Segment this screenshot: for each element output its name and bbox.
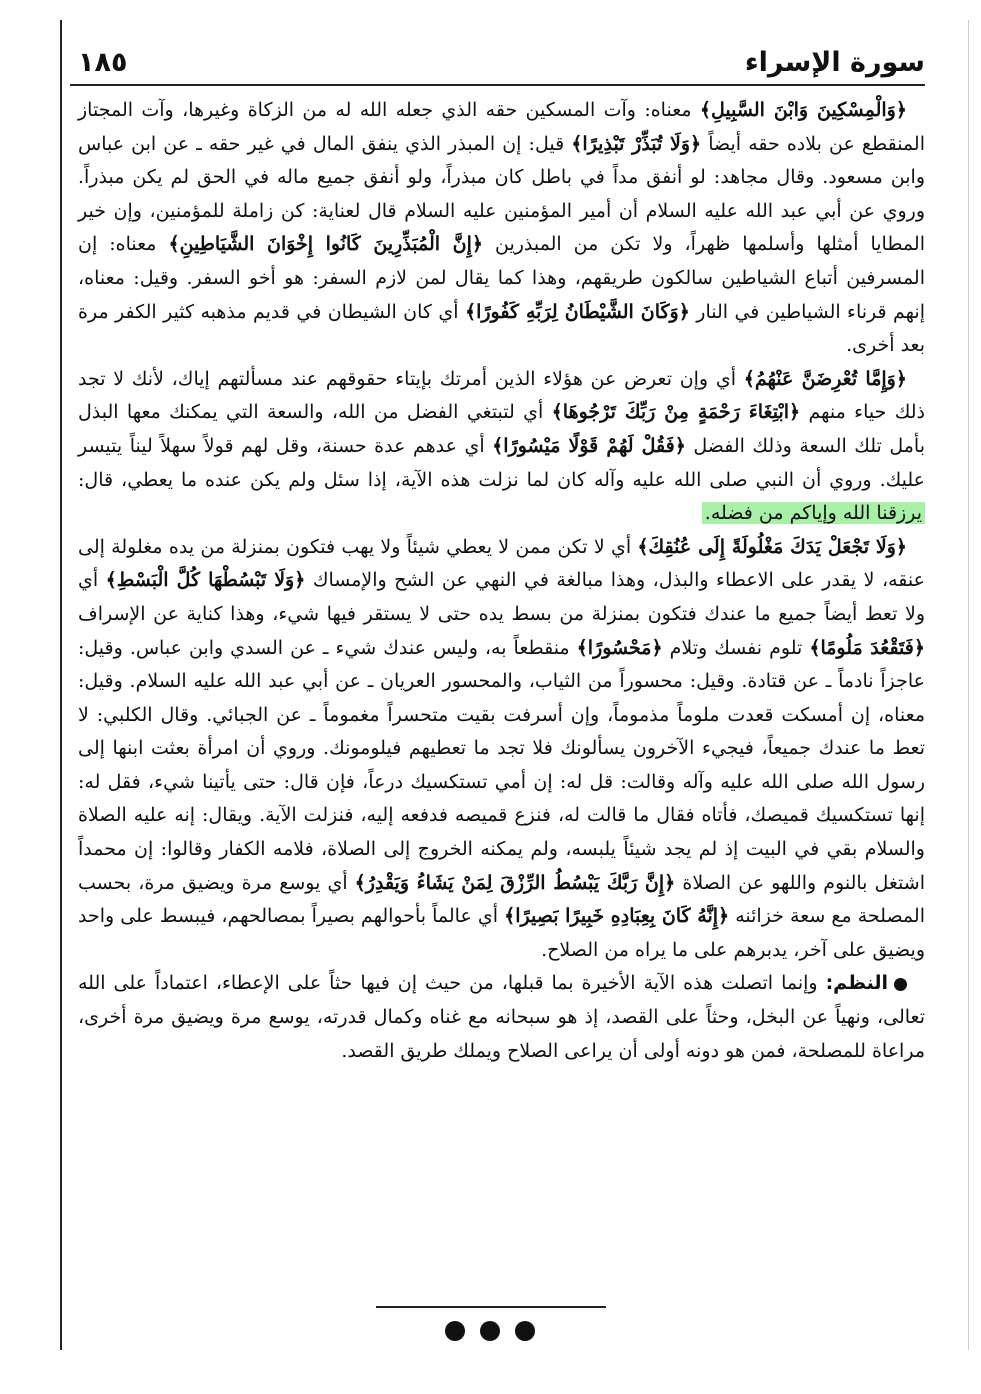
nazm-text: وإنما اتصلت هذه الآية الأخيرة بما قبلها، من حيث إن فيها حثاً على الإعطاء، اعتماداً على الله تعالى، ونهياً عن البخل، وحثاً على القصد، إذ هو سبحانه مع غناه وكمال قدرته، يوسع مرة ويضيق مرة أخرى، مراعاة للمصلحة، فمن هو دونه أولى أن يراعى الصلاح ويملك طريق القصد. — [78, 972, 925, 1062]
end-separator-rule — [376, 1306, 606, 1308]
commentary-text: قيل: إن المبذر الذي ينفق المال في غير حقه ـ عن ابن عباس وابن مسعود. وقال مجاهد: لو أنفق مداً في باطل كان مبذراً، ولو أنفق جميع ماله في الحق لم يكن مبذراً. وروي عن أبي عبد الله عليه السلام أن أمير المؤمنين عليه السلام قال لعناية: كن زاملة للمؤمنين، وإن خير المطايا أمثلها وأسلمها ظهراً، ولا تكن من المبذرين — [78, 132, 925, 256]
commentary-text: أي وإن تعرض عن هؤلاء الذين أمرتك بإيتاء حقوقهم عند مسألتهم إياك، لأنك لا تجد ذلك حياء منهم — [78, 367, 925, 424]
quran-quote: ﴿فَقُلْ لَهُمْ قَوْلًا مَيْسُورًا﴾ — [492, 434, 686, 457]
bullet-icon — [894, 978, 907, 991]
commentary-text: تلوم نفسك وتلام — [662, 636, 810, 659]
commentary-text: أي عدهم عدة حسنة، وقل لهم قولاً سهلاً ليناً يتيسر عليك. وروي أن النبي صلى الله عليه وآله كان لما نزلت هذه الآية، إذا سئل ولم يكن عنده ما يعطي، قال: — [78, 434, 925, 491]
quran-quote: ﴿وَالْمِسْكِينَ وَابْنَ السَّبِيلِ﴾ — [699, 99, 907, 121]
left-margin-rule — [60, 20, 62, 1350]
quran-quote: ﴿وَلَا تَبْسُطْهَا كُلَّ الْبَسْطِ﴾ — [105, 569, 306, 592]
commentary-text: أي لا تكن ممن لا يعطي شيئاً ولا يهب فتكون بمنزلة من يده مغلولة إلى عنقه، لا يقدر على الاعطاء والبذل، وهذا مبالغة في النهي عن الشح والإمساك — [78, 535, 925, 592]
commentary-text: أي ولا تعط أيضاً جميع ما عندك فتكون بمنزلة من بسط يده حتى لا يستقر فيها شيء، وهذا كناية عن الإسراف — [78, 569, 925, 625]
ornament-dot-icon — [480, 1321, 500, 1341]
right-page-edge — [968, 20, 969, 1350]
commentary-text: معناه: إن المسرفين أتباع الشياطين سالكون طريقهم، وهذا كما يقال لمن لازم السفر: هو أخو السفر. وقيل: معناه، إنهم قرناء الشياطين في النار — [78, 233, 925, 323]
commentary-text: أي كان الشيطان في قديم مذهبه كثير الكفر مرة بعد أخرى. — [78, 300, 925, 357]
quran-quote: ﴿وَكَانَ الشَّيْطَانُ لِرَبِّهِ كَفُورًا﴾ — [464, 300, 690, 323]
commentary-text: أي عالماً بأحوالهم بصيراً بمصالحهم، فيبسط على واحد ويضيق على آخر، يدبرهم على ما يراه من الصلاح. — [78, 905, 925, 961]
ornament-dot-icon — [445, 1321, 465, 1341]
quran-quote: ﴿ابْتِغَاءَ رَحْمَةٍ مِنْ رَبِّكَ تَرْجُوهَا﴾ — [551, 401, 801, 424]
highlighted-text: يرزقنا الله وإياكم من فضله. — [702, 502, 925, 524]
quran-quote: ﴿إِنَّ الْمُبَذِّرِينَ كَانُوا إِخْوَانَ الشَّيَاطِينِ﴾ — [168, 233, 484, 256]
quran-quote: ﴿وَلَا تُبَذِّرْ تَبْذِيرًا﴾ — [571, 132, 702, 155]
paragraph-1 — [78, 94, 925, 363]
surah-title: سورة الإسراء — [744, 47, 925, 78]
commentary-text: أي يوسع مرة ويضيق مرة، بحسب المصلحة مع سعة خزائنه — [78, 871, 925, 928]
commentary-text: أي لتبتغي الفضل من الله، والسعة التي يمكنك معها البذل بأمل تلك السعة وذلك الفضل — [78, 401, 926, 457]
commentary-text: منقطعاً به، وليس عندك شيء ـ عن السدي وابن عباس. وقيل: عاجزاً نادماً ـ عن قتادة. وقيل: محسوراً من الثياب، والمحسور العريان ـ عن أبي عبد الله عليه السلام. وقيل: معناه، إن أمسكت قعدت ملوماً مذموماً، وإن أسرفت بقيت متحسراً مغموماً ـ عن الجبائي. وقال الكلبي: لا تعط ما عندك جميعاً، فيجيء الآخرون يسألونك فلا تجد ما تعطيهم فيلومونك. وروي أن امرأة بعثت ابنها إلى رسول الله صلى الله عليه وآله وقالت: قل له: إن أمي تستكسيك درعاً، فإن قال: حتى يأتينا شيء، فقل له: إنها تستكسيك قميصك، فأتاه فقال ما قالت له، فنزع قميصه فدفعه إليه، فنزلت الآية. ويقال: إنه عليه الصلاة والسلام بقي في البيت إذ لم يجد شيئاً يلبسه، ولم يمكنه الخروج إلى الصلاة، فلامه الكفار وقالوا: إن محمداً اشتغل بالنوم واللهو عن الصلاة — [78, 636, 925, 894]
commentary-body — [78, 94, 925, 1068]
quran-quote: ﴿إِنَّ رَبَّكَ يَبْسُطُ الرِّزْقَ لِمَنْ يَشَاءُ وَيَقْدِرُ﴾ — [354, 871, 676, 894]
page-number: ١٨٥ — [78, 47, 128, 78]
paragraph-3 — [78, 531, 925, 968]
quran-quote: ﴿إِنَّهُ كَانَ بِعِبَادِهِ خَبِيرًا بَصِيرًا﴾ — [504, 905, 730, 928]
nazm-label: النظم: — [825, 972, 888, 995]
quran-quote: ﴿وَلَا تَجْعَلْ يَدَكَ مَغْلُولَةً إِلَى عُنُقِكَ﴾ — [637, 535, 907, 558]
header-rule — [70, 84, 925, 86]
paragraph-2 — [78, 363, 925, 531]
commentary-text: معناه: وآت المسكين حقه الذي جعله الله له من الزكاة وغيرها، وآت المجتاز المنقطع عن بلاده حقه أيضاً — [78, 99, 925, 155]
nazm-paragraph — [78, 967, 925, 1068]
ornament-dot-icon — [515, 1321, 535, 1341]
quran-quote: ﴿فَتَقْعُدَ مَلُومًا﴾ — [809, 636, 926, 659]
quran-quote: ﴿مَحْسُورًا﴾ — [576, 636, 663, 659]
page-header — [78, 38, 925, 82]
quran-quote: ﴿وَإِمَّا تُعْرِضَنَّ عَنْهُمُ﴾ — [743, 367, 907, 390]
end-ornament — [445, 1320, 535, 1342]
